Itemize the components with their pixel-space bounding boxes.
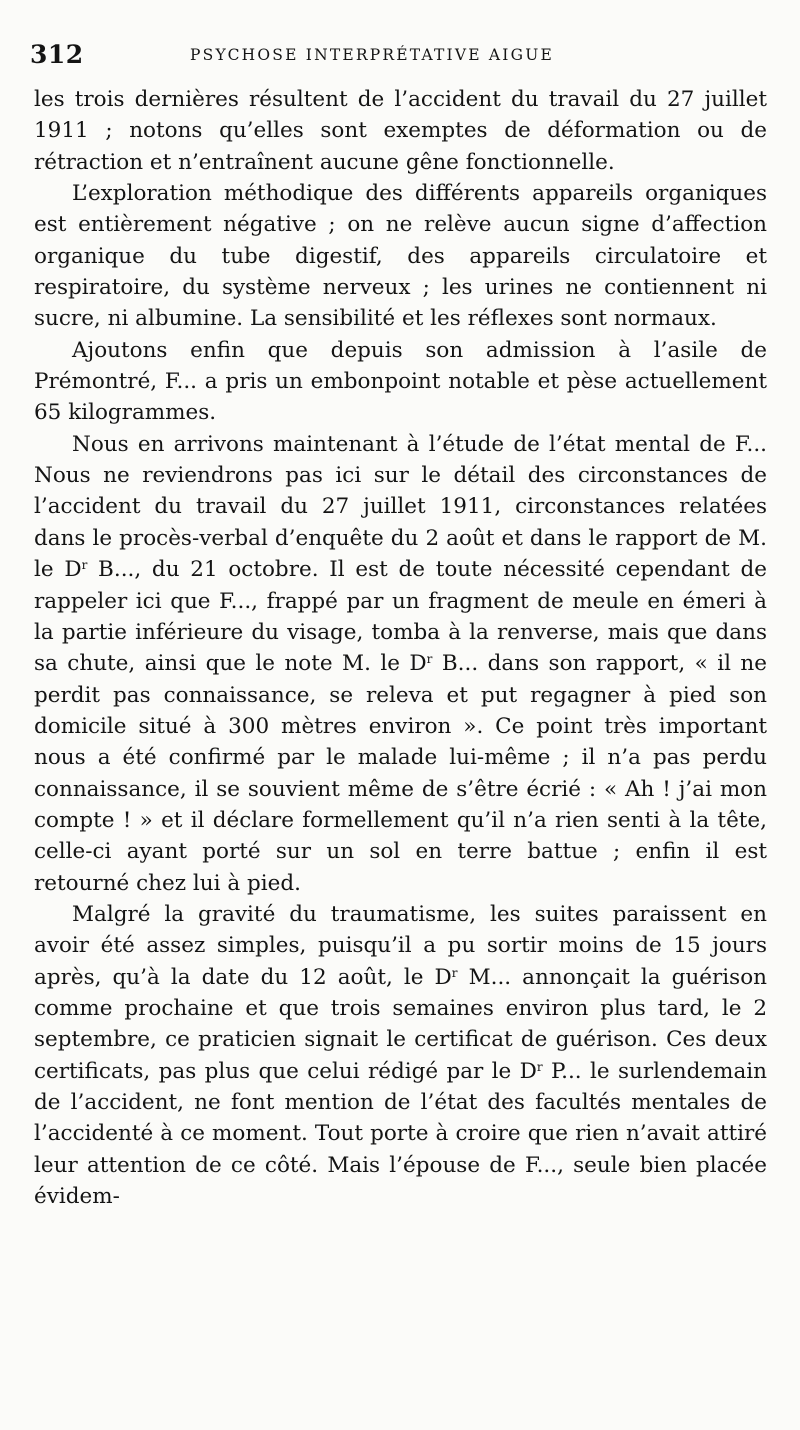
page-number: 312 [30, 40, 84, 69]
text-run: M... annonçait la guérison comme prochaine et que trois semaines environ plus tard, le 2 septembre, ce praticien signait le certificat de guérison. Ces deux certificats, pas plus que celui rédigé par le D [34, 964, 767, 1084]
superscript: r [451, 965, 458, 980]
text-run: les trois dernières résultent de l’accident du travail du 27 juillet 1911 ; notons qu’elles sont exemptes de déformation ou de rétraction et n’entraînent aucune gêne fonctionnelle. [34, 87, 767, 175]
text-run: Malgré la gravité du traumatisme, les suites paraissent en avoir été assez simples, puisqu’il a pu sortir moins de 15 jours après, qu’à la date du 12 août, le D [34, 901, 767, 990]
text-run: L’exploration méthodique des différents appareils organiques est entièrement négative ; on ne relève aucun signe d’affection organique du tube digestif, des appareils circulatoire et respiratoire, du système nerveux ; les urines ne contiennent ni sucre, ni albumine. La sensibilité et les réflexes sont normaux. [34, 181, 767, 332]
running-head [30, 40, 770, 74]
text-run: B..., du 21 octobre. Il est de toute nécessité cependant de rappeler ici que F..., frappé par un fragment de meule en émeri à la partie inférieure du visage, tomba à la renverse, mais que dans sa chute, ainsi que le note M. le D [34, 557, 768, 677]
text-run: Ajoutons enfin que depuis son admission à l’asile de Prémontré, F... a pris un embonpoint notable et pèse actuellement 65 kilogrammes. [34, 337, 767, 426]
text-run: P... le surlendemain de l’accident, ne font mention de l’état des facultés mentales de l’accidenté à ce moment. Tout porte à croire que rien n’avait attiré leur attention de ce côté. Mais l’épouse de F..., seule bien placée évidem- [34, 1058, 767, 1210]
superscript: r [536, 1059, 543, 1074]
paragraph-1 [34, 84, 767, 178]
paragraph-3 [34, 335, 767, 429]
text-run: Nous en arrivons maintenant à l’étude de l’état mental de F... Nous ne reviendrons pas ici sur le détail des circonstances de l’accident du travail du 27 juillet 1911, circonstances relatées dans le procès-verbal d’enquête du 2 août et dans le rapport de M. le D [34, 431, 767, 583]
superscript: r [426, 652, 433, 667]
superscript: r [81, 558, 88, 573]
running-title: PSYCHOSE INTERPRÉTATIVE AIGUE [190, 46, 554, 64]
body-text [34, 84, 767, 1212]
paragraph-4 [34, 429, 767, 899]
paragraph-2 [34, 178, 767, 335]
text-run: B... dans son rapport, « il ne perdit pas connaissance, se releva et put regagner à pied son domicile situé à 300 mètres environ ». Ce point très important nous a été confirmé par le malade lui-même ; il n’a pas perdu connaissance, il se souvient même de s’être écrié : « Ah ! j’ai mon compte ! » et il déclare formellement qu’il n’a rien senti à la tête, celle-ci ayant porté sur un sol en terre battue ; enfin il est retourné chez lui à pied. [34, 651, 767, 896]
paragraph-5 [34, 899, 767, 1212]
